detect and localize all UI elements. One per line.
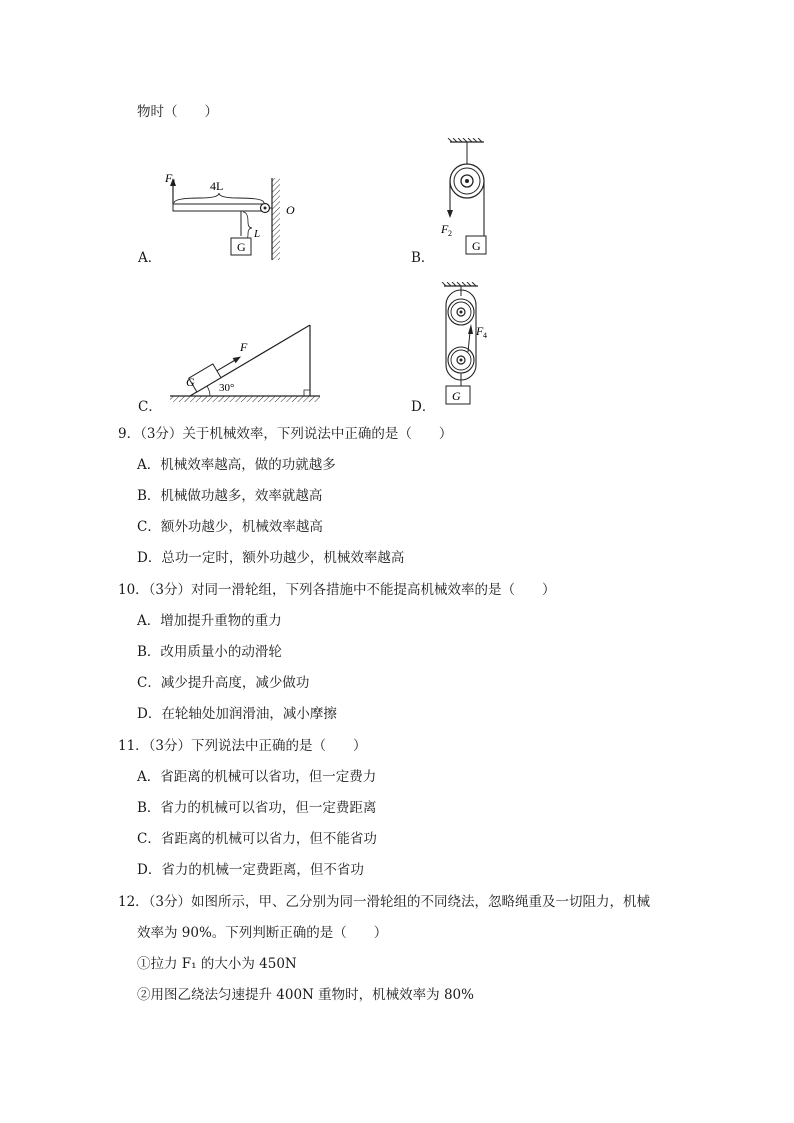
figure-a-lever xyxy=(155,162,305,266)
force-c-label: F xyxy=(240,340,248,354)
weight-a-label: G xyxy=(237,240,246,254)
short-arm-label: L xyxy=(254,228,261,240)
weight-c-label: G xyxy=(186,375,195,389)
question-11-option-a: A．省距离的机械可以省功，但一定费力 xyxy=(137,769,377,785)
question-9-option-d: D．总功一定时，额外功越少，机械效率越高 xyxy=(137,550,405,566)
question-9-option-b: B．机械做功越多，效率就越高 xyxy=(137,488,323,504)
option-d-label: D． xyxy=(411,399,436,415)
figure-b-fixed-pulley xyxy=(438,138,498,267)
question-11-option-c: C．省距离的机械可以省力，但不能省功 xyxy=(137,831,377,847)
weight-b-label: G xyxy=(472,239,481,253)
question-11-option-d: D．省力的机械一定费距离，但不省功 xyxy=(137,862,364,878)
span-label-4l: 4L xyxy=(210,179,224,193)
option-b-label: B． xyxy=(411,250,435,266)
question-10-option-b: B．改用质量小的动滑轮 xyxy=(137,644,282,660)
weight-d-label: G xyxy=(452,389,461,403)
question-12-stem-continued: 效率为 90%。下列判断正确的是（ ） xyxy=(137,925,388,941)
figure-d-pulley-block xyxy=(432,282,502,412)
question-11-option-b: B．省力的机械可以省功，但一定费距离 xyxy=(137,800,377,816)
question-10-stem: 10．（3分）对同一滑轮组，下列各措施中不能提高机械效率的是（ ） xyxy=(118,582,556,598)
question-12-item-2: ②用图乙绕法匀速提升 400N 重物时，机械效率为 80% xyxy=(137,987,474,1003)
question-9-stem: 9．（3分）关于机械效率，下列说法中正确的是（ ） xyxy=(118,426,453,442)
option-c-label: C． xyxy=(138,399,162,415)
pivot-label: O xyxy=(286,203,295,217)
question-11-stem: 11．（3分）下列说法中正确的是（ ） xyxy=(118,738,367,754)
question-10-option-d: D．在轮轴处加润滑油，减小摩擦 xyxy=(137,706,337,722)
f2-subscript: 2 xyxy=(448,229,452,238)
f1-subscript: 1 xyxy=(172,178,176,187)
figure-c-incline xyxy=(170,320,330,414)
f4-label: F xyxy=(476,324,484,338)
question-9-option-c: C．额外功越少，机械效率越高 xyxy=(137,519,323,535)
question-9-option-a: A．机械效率越高，做的功就越多 xyxy=(137,457,336,473)
f1-label: F xyxy=(165,171,173,185)
question-8-continuation: 物时（ ） xyxy=(137,104,218,120)
question-12-stem: 12．（3分）如图所示，甲、乙分别为同一滑轮组的不同绕法，忽略绳重及一切阻力，机械 xyxy=(118,894,651,910)
angle-label: 30° xyxy=(219,382,235,394)
f2-label: F xyxy=(441,222,449,236)
f4-subscript: 4 xyxy=(483,331,487,340)
option-a-label: A． xyxy=(138,250,162,266)
question-12-item-1: ①拉力 F₁ 的大小为 450N xyxy=(137,956,297,972)
question-10-option-c: C．减少提升高度，减少做功 xyxy=(137,675,310,691)
question-10-option-a: A．增加提升重物的重力 xyxy=(137,613,282,629)
